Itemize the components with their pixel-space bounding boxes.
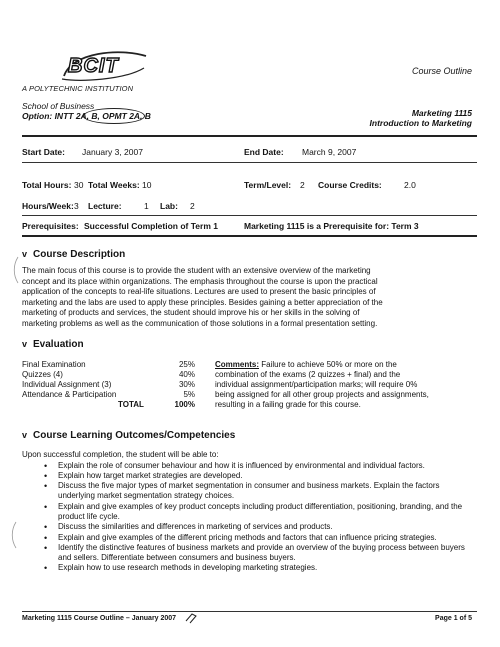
description-line: application of the concepts to real-life situations. Lectures are used to present the basic principles of: [22, 287, 376, 296]
circle-mark: [83, 108, 145, 124]
doc-type: Course Outline: [411, 66, 472, 76]
description-heading-text: Course Description: [33, 249, 126, 260]
eval-total-label: TOTAL: [118, 400, 144, 409]
eval-item-value: 5%: [183, 390, 195, 399]
total-weeks-value: 10: [142, 180, 152, 190]
course-name: Introduction to Marketing: [369, 118, 472, 128]
school-name: School of Business: [22, 101, 95, 111]
credits-label: Course Credits:: [318, 180, 382, 190]
course-code: Marketing 1115: [411, 108, 472, 118]
outcomes-body: [22, 450, 472, 574]
start-date-value: January 3, 2007: [82, 147, 143, 157]
list-item: • Explain and give examples of the different pricing methods and factors that can influence pricing strategies.: [44, 533, 472, 543]
comments-line: combination of the exams (2 quizzes + final) and the: [215, 370, 401, 379]
option-prefix: Option: INTT 2A, B,: [22, 111, 103, 121]
bcit-logo-mark: [60, 46, 150, 84]
school-block: [22, 101, 151, 121]
list-item: • Discuss the five major types of market segmentation in consumer and business markets. Explain the factors underlying market segmentation strategy choices.: [44, 481, 472, 502]
description-body: [22, 266, 472, 329]
section-bullet: v: [22, 249, 28, 259]
comments-line: being assigned for all other group projects and assignments,: [215, 390, 429, 399]
eval-item-value: 40%: [178, 370, 195, 379]
total-weeks-label: Total Weeks:: [88, 180, 140, 190]
comments-text: Failure to achieve 50% or more on the: [259, 360, 397, 369]
prereq-value: Successful Completion of Term 1: [84, 221, 218, 231]
list-item: • Explain and give examples of key product concepts including product differentiation, positioning, branding, and the product life cycle.: [44, 502, 472, 523]
lab-label: Lab:: [160, 201, 178, 211]
comments-line: resulting in a failing grade for this course.: [215, 400, 361, 409]
credits-value: 2.0: [404, 180, 416, 190]
list-item: • Explain the role of consumer behaviour and how it is influenced by environmental and individual factors.: [44, 461, 472, 471]
prereq-label: Prerequisites:: [22, 221, 79, 231]
info-rule-2: [22, 215, 477, 216]
eval-item-value: 25%: [178, 360, 195, 369]
description-line: marketing problems as well as the communication of those solutions in a formal presentation setting.: [22, 318, 378, 328]
lab-value: 2: [190, 201, 195, 211]
eval-item-value: 30%: [178, 380, 195, 389]
end-date-value: March 9, 2007: [302, 147, 357, 157]
pen-mark: [184, 611, 198, 625]
evaluation-heading-text: Evaluation: [33, 339, 84, 350]
hours-week-label: Hours/Week:: [22, 201, 74, 211]
list-item: • Explain how target market strategies are developed.: [44, 471, 472, 481]
info-rule-1: [22, 162, 477, 163]
header-rule: [22, 135, 477, 137]
comments-line: [215, 360, 480, 370]
prereq-for: Marketing 1115 is a Prerequisite for: Term 3: [244, 221, 419, 231]
description-line: concept and its place within organizations. The emphasis throughout the course is upon the practical: [22, 276, 378, 286]
list-item: • Identify the distinctive features of business markets and provide an overview of the buying process between buyers and sellers. Differentiate between consumers and business buyers.: [44, 543, 472, 564]
lecture-value: 1: [144, 201, 149, 211]
eval-item-label: Individual Assignment (3): [22, 380, 112, 389]
eval-item-label: Attendance & Participation: [22, 390, 117, 399]
eval-item-label: Final Examination: [22, 360, 86, 369]
end-date-label: End Date:: [244, 147, 284, 157]
course-title-block: [370, 108, 472, 128]
logo-text: BCIT: [68, 55, 119, 77]
description-line: The main focus of this course is to provide the student with an extensive overview of the marketing: [22, 266, 371, 275]
option-circled: OPMT 2A, B: [102, 111, 151, 121]
comments-line: individual assignment/participation marks; will require 0%: [215, 380, 418, 389]
comments-block: [215, 360, 480, 410]
list-item: • Explain how to use research methods in developing marketing strategies.: [44, 563, 472, 573]
footer-left: Marketing 1115 Course Outline – January 2007: [22, 615, 177, 622]
outcomes-intro: Upon successful completion, the student will be able to:: [22, 450, 219, 459]
list-item: • Discuss the similarities and differences in marketing of services and products.: [44, 522, 472, 532]
hours-week-value: 3: [74, 201, 79, 211]
outcomes-heading: [22, 430, 235, 441]
margin-mark: [12, 255, 20, 285]
tagline: A POLYTECHNIC INSTITUTION: [22, 84, 134, 93]
evaluation-heading: [22, 339, 84, 350]
margin-mark: [10, 520, 18, 550]
option-line: [22, 111, 151, 121]
outcomes-heading-text: Course Learning Outcomes/Competencies: [33, 430, 236, 441]
start-date-label: Start Date:: [22, 147, 65, 157]
footer-page-number: Page 1 of 5: [435, 615, 472, 622]
eval-item-label: Quizzes (4): [22, 370, 63, 379]
section-bullet: v: [22, 430, 28, 440]
section-bullet: v: [22, 339, 28, 349]
total-hours-value: 30: [74, 180, 84, 190]
total-hours-label: Total Hours:: [22, 180, 72, 190]
description-heading: [22, 249, 125, 260]
description-line: marketing and the labs are used to apply these principles. Besides gaining a better appreciation of the: [22, 297, 383, 307]
bcit-logo: [60, 46, 150, 84]
outcomes-list: [22, 461, 472, 574]
footer-rule: [22, 611, 477, 612]
comments-label: Comments:: [215, 360, 260, 369]
info-rule-3: [22, 235, 477, 237]
eval-total-value: 100%: [174, 400, 195, 409]
term-label: Term/Level:: [244, 180, 292, 190]
description-line: marketing of products and services, the student should improve his or her skills in the solving of: [22, 308, 360, 317]
lecture-label: Lecture:: [88, 201, 122, 211]
term-value: 2: [300, 180, 305, 190]
